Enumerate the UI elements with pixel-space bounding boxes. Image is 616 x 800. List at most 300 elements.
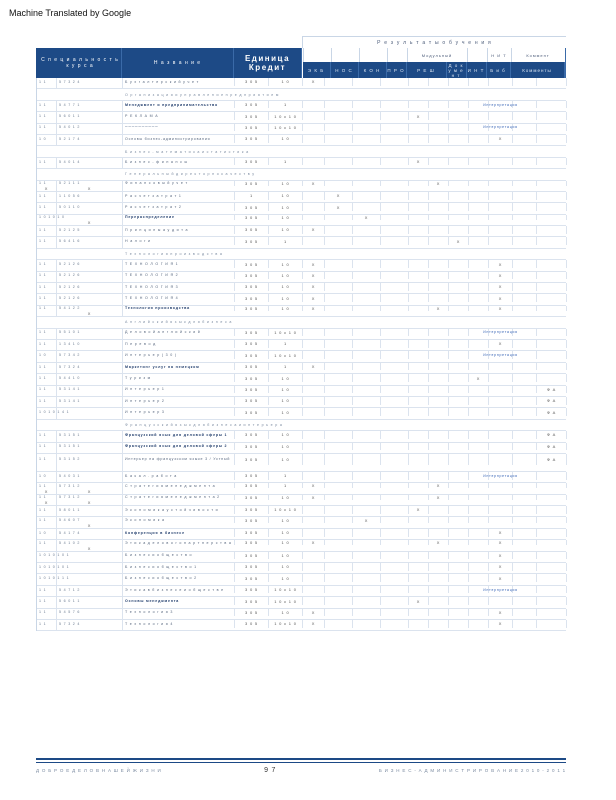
cell-outcome-3: [353, 552, 381, 560]
cell-outcome-6: [429, 506, 449, 514]
cell-outcome-5: [409, 351, 429, 359]
cell-outcome-8: [469, 226, 489, 234]
cell-code: 5 6 0 1 1: [57, 597, 123, 605]
cell-outcome-4: [381, 397, 409, 405]
cell-outcome-7: [449, 112, 469, 120]
cell-extra-15: [57, 245, 123, 248]
cell-outcome-5: [409, 609, 429, 617]
cell-credit: 1 0: [269, 454, 303, 465]
cell-code: 5 4 1 0 2: [57, 540, 123, 545]
cell-outcome-10: [513, 135, 537, 143]
cell-level: 1 1: [37, 397, 57, 405]
cell-outcome-3: [353, 454, 381, 465]
cell-outcome-11: [537, 215, 567, 220]
cell-outcome-4: [381, 540, 409, 545]
cell-outcome-7: Х: [449, 237, 469, 245]
cell-level: 1 1: [37, 495, 57, 500]
cell-outcome-10: [513, 181, 537, 186]
cell-unit: 3 0 5: [235, 529, 269, 537]
cell-extra-15: [57, 348, 123, 351]
cell-outcome-2: [325, 215, 353, 220]
cell-outcome-5: Х: [409, 597, 429, 605]
cell-outcome-11: [537, 586, 567, 594]
cell-outcome-9: Х: [489, 306, 513, 311]
page-footer: [36, 758, 566, 774]
cell-outcome-8: [469, 574, 489, 582]
cell-outcome-3: [353, 397, 381, 405]
cell-outcome-10: [513, 306, 537, 311]
cell-outcome-2: [325, 112, 353, 120]
cell-code: 5 5 1 0 1: [57, 329, 123, 337]
cell-credit: 1 0: [269, 609, 303, 617]
cell-outcome-8: [469, 260, 489, 268]
cell-credit: 1 0 с 1 0: [269, 597, 303, 605]
cell-unit: 3 0 5: [235, 574, 269, 582]
cell-extra-15: [57, 302, 123, 305]
cell-outcome-2: [325, 552, 353, 560]
cell-outcome-1: [303, 340, 325, 348]
footer-left-text: Д О Б Р О Е Д Е Л О В Н А Ш Е Й Ж И З Н И: [36, 768, 162, 773]
cell-title: И н т е р ь е р ( 3 0 ): [123, 351, 235, 359]
cell-outcome-5: [409, 517, 429, 522]
cell-extra-14: [37, 571, 57, 574]
cell-outcome-8: [469, 552, 489, 560]
cell-extra-15: [57, 336, 123, 339]
cell-unit: 3 0 5: [235, 374, 269, 382]
cell-credit: 1: [269, 101, 303, 109]
cell-outcome-4: [381, 272, 409, 280]
cell-unit: 3 0 5: [235, 443, 269, 451]
cell-outcome-4: [381, 215, 409, 220]
cell-outcome-7: [449, 260, 469, 268]
cell-outcome-11: [537, 294, 567, 302]
cell-title: П е р е в о д: [123, 340, 235, 348]
table-row: [37, 272, 566, 283]
cell-extra-15: Х: [57, 311, 123, 316]
cell-outcome-2: [325, 294, 353, 302]
cell-unit: 3 0 5: [235, 260, 269, 268]
cell-outcome-2: [325, 495, 353, 500]
subheader-top-cell: Модульный: [407, 48, 467, 62]
cell-extra-15: Х: [57, 545, 123, 550]
cell-outcome-4: [381, 135, 409, 143]
cell-code: 5 8 0 1 1: [57, 506, 123, 514]
cell-outcome-3: [353, 306, 381, 311]
cell-unit: 3 0 5: [235, 351, 269, 359]
cell-extra-14: [37, 120, 57, 123]
cell-outcome-8: [469, 431, 489, 439]
cell-outcome-3: [353, 506, 381, 514]
cell-outcome-1: Х: [303, 78, 325, 86]
cell-outcome-10: [513, 260, 537, 268]
cell-outcome-2: [325, 78, 353, 86]
cell-extra-14: [37, 359, 57, 362]
cell-credit: 1: [269, 363, 303, 371]
cell-title: Д е л о в о й а н г л и й с к и й: [123, 329, 235, 337]
cell-outcome-4: [381, 408, 409, 416]
cell-unit: 3 0 5: [235, 78, 269, 86]
cell-outcome-4: [381, 517, 409, 522]
cell-outcome-1: [303, 529, 325, 537]
cell-outcome-5: [409, 181, 429, 186]
machine-translated-label: Machine Translated by Google: [9, 8, 132, 18]
cell-outcome-4: [381, 454, 409, 465]
cell-outcome-1: [303, 386, 325, 394]
cell-outcome-1: [303, 454, 325, 465]
cell-outcome-6: [429, 294, 449, 302]
cell-outcome-8: [469, 237, 489, 245]
table-row: [37, 181, 566, 192]
cell-outcome-8: [469, 529, 489, 537]
cell-outcome-3: [353, 112, 381, 120]
cell-outcome-6: Х: [429, 483, 449, 488]
cell-outcome-2: [325, 472, 353, 480]
cell-outcome-2: [325, 272, 353, 280]
cell-outcome-7: [449, 495, 469, 500]
cell-outcome-1: [303, 408, 325, 416]
cell-credit: 1 0: [269, 529, 303, 537]
cell-outcome-5: [409, 620, 429, 628]
table-row: [37, 294, 566, 305]
cell-code: 5 0 1 1 0: [57, 203, 123, 211]
cell-outcome-10: [513, 294, 537, 302]
cell-outcome-4: [381, 552, 409, 560]
cell-code: 5 7 3 2 4: [57, 78, 123, 86]
table-row: [37, 203, 566, 214]
cell-outcome-4: [381, 529, 409, 537]
cell-level: 1 1: [37, 306, 57, 311]
cell-title: Т Е Х Н О Л О Г И Я 4: [123, 294, 235, 302]
cell-outcome-11: [537, 101, 567, 109]
cell-outcome-3: [353, 226, 381, 234]
cell-outcome-7: [449, 181, 469, 186]
cell-title: Т е х н о л о г и я 4: [123, 620, 235, 628]
cell-outcome-7: [449, 329, 469, 337]
cell-outcome-11: [537, 506, 567, 514]
cell-level: 1 1: [37, 454, 57, 465]
cell-outcome-2: [325, 158, 353, 166]
cell-outcome-4: [381, 443, 409, 451]
cell-extra-14: Х: [37, 488, 57, 493]
cell-outcome-9: [489, 363, 513, 371]
cell-outcome-4: [381, 386, 409, 394]
cell-outcome-7: [449, 124, 469, 132]
cell-code: 5 4 0 3 1: [57, 472, 123, 480]
cell-outcome-4: [381, 158, 409, 166]
cell-outcome-6: [429, 454, 449, 465]
cell-outcome-5: [409, 552, 429, 560]
cell-outcome-6: [429, 351, 449, 359]
cell-extra-15: [57, 120, 123, 123]
cell-outcome-11: [537, 552, 567, 560]
cell-code: 5 7 3 2 4: [57, 363, 123, 371]
cell-outcome-11: [537, 158, 567, 166]
cell-outcome-10: [513, 563, 537, 571]
curriculum-table: [36, 36, 566, 631]
cell-extra-14: [37, 545, 57, 550]
cell-outcome-1: [303, 431, 325, 439]
cell-extra-14: [37, 416, 57, 419]
cell-extra-14: [37, 131, 57, 134]
cell-outcome-7: [449, 574, 469, 582]
cell-title: Б и з н е с - ф и н а н с ы: [123, 158, 235, 166]
cell-extra-14: [37, 86, 57, 89]
cell-extra-14: [37, 393, 57, 396]
cell-outcome-2: [325, 124, 353, 132]
cell-outcome-4: [381, 431, 409, 439]
cell-outcome-1: [303, 517, 325, 522]
cell-outcome-6: [429, 226, 449, 234]
table-body: [36, 78, 566, 631]
cell-outcome-4: [381, 237, 409, 245]
cell-credit: 1 0: [269, 226, 303, 234]
cell-outcome-10: [513, 158, 537, 166]
cell-outcome-9: [489, 237, 513, 245]
cell-outcome-4: [381, 340, 409, 348]
cell-outcome-8: [469, 158, 489, 166]
cell-unit: 3 0 5: [235, 597, 269, 605]
cell-extra-14: [37, 465, 57, 471]
cell-outcome-3: [353, 563, 381, 571]
cell-outcome-1: Х: [303, 226, 325, 234]
cell-credit: 1 0: [269, 563, 303, 571]
cell-title: П р и н ц и п ы а у д и т а: [123, 226, 235, 234]
cell-title: Т Е Х Н О Л О Г И Я 1: [123, 260, 235, 268]
cell-outcome-1: [303, 101, 325, 109]
table-group-header: [36, 36, 566, 48]
cell-title: Основы бизнес-администрирования: [123, 135, 235, 143]
cell-interpretation: Интерпретация: [483, 353, 518, 358]
table-row: [37, 329, 566, 340]
cell-unit: 3 0 5: [235, 586, 269, 594]
cell-title: Технология производства: [123, 306, 235, 311]
cell-outcome-2: [325, 443, 353, 451]
cell-outcome-7: [449, 454, 469, 465]
cell-outcome-9: [489, 506, 513, 514]
cell-extra-15: [57, 131, 123, 134]
cell-credit: 1 0: [269, 78, 303, 86]
cell-outcome-9: [489, 158, 513, 166]
table-row: [37, 574, 566, 585]
cell-outcome-3: Х: [353, 517, 381, 522]
cell-credit: 1 0: [269, 306, 303, 311]
cell-outcome-10: [513, 215, 537, 220]
cell-extra-15: [57, 211, 123, 214]
section-heading-row: [37, 146, 566, 157]
table-row: [37, 472, 566, 483]
cell-outcome-11: [537, 340, 567, 348]
cell-extra-14: [37, 450, 57, 453]
table-row: [37, 597, 566, 608]
cell-code: 5 7 3 1 2: [57, 483, 123, 488]
cell-credit: 1 0: [269, 215, 303, 220]
cell-outcome-4: [381, 586, 409, 594]
subheader-top-cell: [303, 48, 331, 62]
cell-title: Э к о н о м и к а: [123, 517, 235, 522]
cell-code: 5 2 1 2 6: [57, 272, 123, 280]
cell-outcome-9: Х: [489, 135, 513, 143]
cell-outcome-5: [409, 340, 429, 348]
cell-outcome-9: Х: [489, 294, 513, 302]
cell-extra-15: [57, 86, 123, 89]
cell-outcome-6: [429, 408, 449, 416]
table-row: [37, 215, 566, 226]
cell-outcome-1: Х: [303, 306, 325, 311]
cell-title: Т е х н о л о г и я 3: [123, 609, 235, 617]
cell-outcome-1: Х: [303, 363, 325, 371]
cell-level: 1 1: [37, 192, 57, 200]
cell-level: 1 1: [37, 237, 57, 245]
cell-outcome-11: Ф А: [537, 454, 567, 465]
subheader-col: Д о к у м е н т: [447, 62, 467, 78]
cell-outcome-8: [469, 517, 489, 522]
cell-outcome-6: [429, 340, 449, 348]
cell-outcome-6: [429, 260, 449, 268]
cell-outcome-10: [513, 483, 537, 488]
cell-outcome-2: [325, 374, 353, 382]
cell-outcome-9: [489, 374, 513, 382]
cell-outcome-4: [381, 226, 409, 234]
cell-interpretation: Интерпретация: [483, 330, 518, 335]
cell-outcome-10: [513, 586, 537, 594]
cell-outcome-10: [513, 124, 537, 132]
cell-outcome-8: [469, 386, 489, 394]
cell-extra-15: [57, 450, 123, 453]
cell-level: 1 1: [37, 203, 57, 211]
cell-code: 1 3 4 1 0: [57, 340, 123, 348]
cell-outcome-5: [409, 203, 429, 211]
cell-credit: 1 0: [269, 203, 303, 211]
cell-level: 1 0 1 0 1 0: [39, 215, 65, 220]
cell-outcome-5: [409, 374, 429, 382]
cell-credit: 1: [269, 158, 303, 166]
table-row: [37, 135, 566, 146]
cell-outcome-3: [353, 620, 381, 628]
cell-outcome-3: [353, 529, 381, 537]
table-row: [37, 620, 566, 631]
cell-credit: 1 0 с 1 0: [269, 124, 303, 132]
cell-extra-15: [57, 359, 123, 362]
cell-outcome-11: [537, 237, 567, 245]
cell-code: 5 4 4 1 0: [57, 374, 123, 382]
cell-outcome-10: [513, 443, 537, 451]
cell-title: И н т е р ь е р 2: [123, 397, 235, 405]
cell-unit: 3 0 5: [235, 517, 269, 522]
cell-title: С т р а т е г и я м е н е д ж м е н т а: [123, 483, 235, 488]
cell-outcome-3: [353, 260, 381, 268]
cell-unit: 3 0 5: [235, 340, 269, 348]
cell-extra-15: [57, 582, 123, 585]
cell-outcome-4: [381, 351, 409, 359]
cell-outcome-10: [513, 552, 537, 560]
cell-outcome-6: [429, 386, 449, 394]
cell-outcome-11: [537, 597, 567, 605]
cell-level: 1 1: [37, 329, 57, 337]
cell-outcome-6: [429, 283, 449, 291]
cell-outcome-4: [381, 124, 409, 132]
cell-outcome-2: [325, 431, 353, 439]
table-row: [37, 408, 566, 419]
cell-credit: 1 0 с 1 0: [269, 586, 303, 594]
cell-outcome-10: [513, 609, 537, 617]
cell-outcome-8: [469, 203, 489, 211]
table-row: [37, 158, 566, 169]
cell-code: 5 7 3 4 2: [57, 351, 123, 359]
cell-credit: 1: [269, 237, 303, 245]
cell-outcome-3: [353, 294, 381, 302]
cell-level: 1 1: [37, 483, 57, 488]
table-row: [37, 124, 566, 135]
cell-outcome-4: [381, 483, 409, 488]
cell-outcome-3: Х: [353, 215, 381, 220]
cell-outcome-8: [469, 215, 489, 220]
cell-credit: 1 0: [269, 495, 303, 500]
cell-title: Менеджмент и предпринимательство: [123, 101, 235, 109]
cell-extra-15: [57, 514, 123, 517]
cell-outcome-1: Х: [303, 483, 325, 488]
cell-extra-14: [37, 559, 57, 562]
cell-outcome-1: Х: [303, 495, 325, 500]
cell-code: 5 4 0 1 4: [57, 158, 123, 166]
cell-outcome-7: [449, 374, 469, 382]
cell-outcome-1: [303, 124, 325, 132]
cell-credit: 1 0 с 1 0: [269, 620, 303, 628]
cell-outcome-4: [381, 472, 409, 480]
cell-outcome-11: [537, 529, 567, 537]
cell-unit: 3 0 5: [235, 620, 269, 628]
cell-outcome-11: [537, 135, 567, 143]
cell-outcome-1: [303, 192, 325, 200]
cell-outcome-5: [409, 283, 429, 291]
cell-outcome-4: [381, 101, 409, 109]
cell-outcome-5: Х: [409, 506, 429, 514]
cell-outcome-10: [513, 374, 537, 382]
cell-outcome-10: [513, 112, 537, 120]
cell-outcome-3: [353, 363, 381, 371]
cell-outcome-3: [353, 443, 381, 451]
cell-outcome-11: [537, 374, 567, 382]
cell-level: 1 1: [37, 517, 57, 522]
cell-outcome-8: [469, 597, 489, 605]
cell-outcome-9: Х: [489, 552, 513, 560]
cell-title: Конференция в бизнесе: [123, 529, 235, 537]
cell-outcome-2: [325, 408, 353, 416]
cell-outcome-8: [469, 408, 489, 416]
cell-extra-15: [57, 108, 123, 111]
cell-level: 1 1: [37, 112, 57, 120]
table-row: [37, 192, 566, 203]
cell-outcome-11: [537, 563, 567, 571]
cell-outcome-5: [409, 306, 429, 311]
cell-outcome-11: [537, 517, 567, 522]
subheader-col: П Р О: [387, 62, 407, 78]
cell-outcome-9: [489, 226, 513, 234]
cell-outcome-7: [449, 272, 469, 280]
cell-extra-15: Х: [57, 186, 123, 191]
table-row: [37, 431, 566, 442]
cell-outcome-8: [469, 540, 489, 545]
table-row: [37, 226, 566, 237]
cell-outcome-3: [353, 192, 381, 200]
cell-outcome-9: [489, 112, 513, 120]
cell-unit: 3 0 5: [235, 112, 269, 120]
cell-code: 5 2 1 1 1: [57, 181, 123, 186]
cell-outcome-2: [325, 283, 353, 291]
cell-level: 1 1: [37, 363, 57, 371]
cell-code: 5 4 1 2 2: [57, 306, 123, 311]
cell-credit: 1 0 с 1 0: [269, 112, 303, 120]
cell-outcome-1: [303, 374, 325, 382]
